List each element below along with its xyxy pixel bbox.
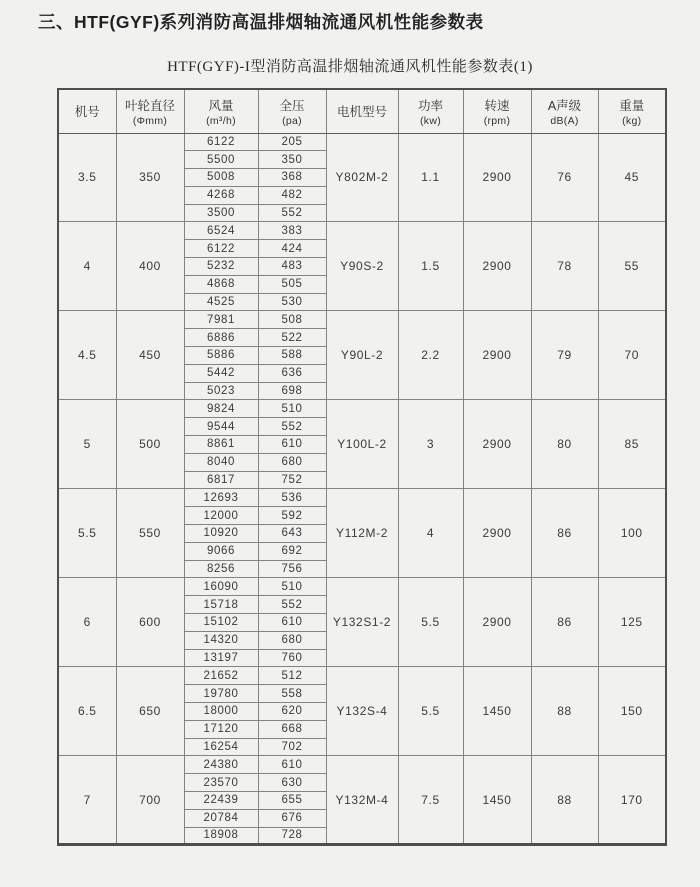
header-weight bbox=[598, 89, 666, 133]
air-volume-cell: 4268 bbox=[184, 186, 258, 204]
total-pressure-cell: 610 bbox=[258, 436, 326, 454]
weight-cell: 45 bbox=[598, 133, 666, 222]
header-label: 电机型号 bbox=[336, 105, 387, 120]
air-volume-cell: 9824 bbox=[184, 400, 258, 418]
header-impeller-diameter bbox=[116, 89, 184, 133]
air-volume-cell: 5008 bbox=[184, 169, 258, 187]
air-volume-cell: 20784 bbox=[184, 809, 258, 827]
speed-cell: 2900 bbox=[463, 222, 531, 311]
total-pressure-cell: 350 bbox=[258, 151, 326, 169]
total-pressure-cell: 510 bbox=[258, 578, 326, 596]
total-pressure-cell: 522 bbox=[258, 329, 326, 347]
weight-cell: 125 bbox=[598, 578, 666, 667]
header-label: A声级 bbox=[547, 98, 582, 113]
power-cell: 5.5 bbox=[398, 578, 463, 667]
air-volume-cell: 8256 bbox=[184, 560, 258, 578]
total-pressure-cell: 592 bbox=[258, 507, 326, 525]
speed-cell: 2900 bbox=[463, 311, 531, 400]
header-label: 风量 bbox=[208, 98, 234, 113]
table-body bbox=[58, 133, 666, 845]
impeller-diameter-cell: 450 bbox=[116, 311, 184, 400]
total-pressure-cell: 383 bbox=[258, 222, 326, 240]
header-label: 功率 bbox=[417, 98, 443, 113]
header-label: 叶轮直径 bbox=[124, 98, 175, 113]
air-volume-cell: 5500 bbox=[184, 151, 258, 169]
total-pressure-cell: 512 bbox=[258, 667, 326, 685]
air-volume-cell: 12693 bbox=[184, 489, 258, 507]
page-title: 三、HTF(GYF)系列消防高温排烟轴流通风机性能参数表 bbox=[38, 12, 484, 32]
table-row bbox=[58, 400, 666, 418]
total-pressure-cell: 692 bbox=[258, 542, 326, 560]
motor-model-cell: Y112M-2 bbox=[326, 489, 398, 578]
header-air-volume bbox=[184, 89, 258, 133]
weight-cell: 150 bbox=[598, 667, 666, 756]
total-pressure-cell: 424 bbox=[258, 240, 326, 258]
table-caption: HTF(GYF)-I型消防高温排烟轴流通风机性能参数表(1) bbox=[167, 59, 533, 75]
air-volume-cell: 3500 bbox=[184, 204, 258, 222]
header-unit: (rpm) bbox=[483, 114, 511, 127]
air-volume-cell: 5442 bbox=[184, 364, 258, 382]
total-pressure-cell: 508 bbox=[258, 311, 326, 329]
total-pressure-cell: 676 bbox=[258, 809, 326, 827]
air-volume-cell: 17120 bbox=[184, 720, 258, 738]
noise-level-cell: 80 bbox=[531, 400, 598, 489]
total-pressure-cell: 760 bbox=[258, 649, 326, 667]
speed-cell: 2900 bbox=[463, 400, 531, 489]
air-volume-cell: 21652 bbox=[184, 667, 258, 685]
table-row bbox=[58, 311, 666, 329]
header-unit: (m³/h) bbox=[206, 114, 236, 127]
total-pressure-cell: 552 bbox=[258, 418, 326, 436]
total-pressure-cell: 510 bbox=[258, 400, 326, 418]
total-pressure-cell: 680 bbox=[258, 453, 326, 471]
impeller-diameter-cell: 550 bbox=[116, 489, 184, 578]
total-pressure-cell: 702 bbox=[258, 738, 326, 756]
weight-cell: 55 bbox=[598, 222, 666, 311]
air-volume-cell: 6886 bbox=[184, 329, 258, 347]
power-cell: 5.5 bbox=[398, 667, 463, 756]
total-pressure-cell: 558 bbox=[258, 685, 326, 703]
total-pressure-cell: 588 bbox=[258, 347, 326, 365]
total-pressure-cell: 552 bbox=[258, 596, 326, 614]
fan-no-cell: 7 bbox=[58, 756, 116, 845]
noise-level-cell: 79 bbox=[531, 311, 598, 400]
header-label: 转速 bbox=[484, 98, 510, 113]
total-pressure-cell: 610 bbox=[258, 756, 326, 774]
table-row bbox=[58, 578, 666, 596]
header-total-pressure bbox=[258, 89, 326, 133]
air-volume-cell: 24380 bbox=[184, 756, 258, 774]
air-volume-cell: 9544 bbox=[184, 418, 258, 436]
air-volume-cell: 5023 bbox=[184, 382, 258, 400]
table-row bbox=[58, 756, 666, 774]
air-volume-cell: 14320 bbox=[184, 631, 258, 649]
air-volume-cell: 7981 bbox=[184, 311, 258, 329]
header-speed bbox=[463, 89, 531, 133]
total-pressure-cell: 610 bbox=[258, 614, 326, 632]
total-pressure-cell: 636 bbox=[258, 364, 326, 382]
power-cell: 1.5 bbox=[398, 222, 463, 311]
noise-level-cell: 78 bbox=[531, 222, 598, 311]
total-pressure-cell: 680 bbox=[258, 631, 326, 649]
air-volume-cell: 22439 bbox=[184, 791, 258, 809]
table-header bbox=[58, 89, 666, 133]
table-row bbox=[58, 489, 666, 507]
motor-model-cell: Y802M-2 bbox=[326, 133, 398, 222]
total-pressure-cell: 668 bbox=[258, 720, 326, 738]
total-pressure-cell: 505 bbox=[258, 275, 326, 293]
air-volume-cell: 5886 bbox=[184, 347, 258, 365]
air-volume-cell: 8861 bbox=[184, 436, 258, 454]
air-volume-cell: 10920 bbox=[184, 525, 258, 543]
total-pressure-cell: 728 bbox=[258, 827, 326, 845]
impeller-diameter-cell: 700 bbox=[116, 756, 184, 845]
header-noise-level bbox=[531, 89, 598, 133]
motor-model-cell: Y132S1-2 bbox=[326, 578, 398, 667]
fan-no-cell: 4 bbox=[58, 222, 116, 311]
air-volume-cell: 6817 bbox=[184, 471, 258, 489]
total-pressure-cell: 368 bbox=[258, 169, 326, 187]
total-pressure-cell: 643 bbox=[258, 525, 326, 543]
air-volume-cell: 13197 bbox=[184, 649, 258, 667]
total-pressure-cell: 698 bbox=[258, 382, 326, 400]
speed-cell: 2900 bbox=[463, 133, 531, 222]
weight-cell: 170 bbox=[598, 756, 666, 845]
speed-cell: 2900 bbox=[463, 489, 531, 578]
header-motor-model bbox=[326, 89, 398, 133]
fan-no-cell: 6 bbox=[58, 578, 116, 667]
total-pressure-cell: 752 bbox=[258, 471, 326, 489]
air-volume-cell: 15102 bbox=[184, 614, 258, 632]
fan-no-cell: 3.5 bbox=[58, 133, 116, 222]
fan-no-cell: 6.5 bbox=[58, 667, 116, 756]
header-unit: (Φmm) bbox=[132, 114, 168, 127]
air-volume-cell: 6122 bbox=[184, 133, 258, 151]
total-pressure-cell: 530 bbox=[258, 293, 326, 311]
noise-level-cell: 86 bbox=[531, 489, 598, 578]
power-cell: 7.5 bbox=[398, 756, 463, 845]
total-pressure-cell: 482 bbox=[258, 186, 326, 204]
air-volume-cell: 4868 bbox=[184, 275, 258, 293]
total-pressure-cell: 655 bbox=[258, 791, 326, 809]
header-unit: (kg) bbox=[622, 114, 642, 127]
speed-cell: 1450 bbox=[463, 756, 531, 845]
air-volume-cell: 12000 bbox=[184, 507, 258, 525]
air-volume-cell: 6122 bbox=[184, 240, 258, 258]
power-cell: 1.1 bbox=[398, 133, 463, 222]
speed-cell: 2900 bbox=[463, 578, 531, 667]
air-volume-cell: 15718 bbox=[184, 596, 258, 614]
table-row bbox=[58, 222, 666, 240]
air-volume-cell: 18908 bbox=[184, 827, 258, 845]
noise-level-cell: 86 bbox=[531, 578, 598, 667]
air-volume-cell: 4525 bbox=[184, 293, 258, 311]
air-volume-cell: 9066 bbox=[184, 542, 258, 560]
total-pressure-cell: 756 bbox=[258, 560, 326, 578]
power-cell: 2.2 bbox=[398, 311, 463, 400]
motor-model-cell: Y90L-2 bbox=[326, 311, 398, 400]
total-pressure-cell: 536 bbox=[258, 489, 326, 507]
header-power bbox=[398, 89, 463, 133]
header-unit: (pa) bbox=[282, 114, 302, 127]
motor-model-cell: Y132M-4 bbox=[326, 756, 398, 845]
total-pressure-cell: 483 bbox=[258, 258, 326, 276]
header-fan-no bbox=[58, 89, 116, 133]
noise-level-cell: 76 bbox=[531, 133, 598, 222]
table-row bbox=[58, 133, 666, 151]
motor-model-cell: Y132S-4 bbox=[326, 667, 398, 756]
air-volume-cell: 5232 bbox=[184, 258, 258, 276]
speed-cell: 1450 bbox=[463, 667, 531, 756]
power-cell: 4 bbox=[398, 489, 463, 578]
noise-level-cell: 88 bbox=[531, 667, 598, 756]
air-volume-cell: 19780 bbox=[184, 685, 258, 703]
impeller-diameter-cell: 350 bbox=[116, 133, 184, 222]
total-pressure-cell: 205 bbox=[258, 133, 326, 151]
motor-model-cell: Y100L-2 bbox=[326, 400, 398, 489]
fan-no-cell: 5 bbox=[58, 400, 116, 489]
total-pressure-cell: 630 bbox=[258, 774, 326, 792]
header-unit: dB(A) bbox=[550, 114, 579, 127]
air-volume-cell: 8040 bbox=[184, 453, 258, 471]
weight-cell: 85 bbox=[598, 400, 666, 489]
header-unit: (kw) bbox=[419, 114, 442, 127]
weight-cell: 100 bbox=[598, 489, 666, 578]
air-volume-cell: 23570 bbox=[184, 774, 258, 792]
fan-performance-table bbox=[57, 88, 667, 846]
fan-no-cell: 4.5 bbox=[58, 311, 116, 400]
table-row bbox=[58, 667, 666, 685]
air-volume-cell: 16254 bbox=[184, 738, 258, 756]
air-volume-cell: 16090 bbox=[184, 578, 258, 596]
fan-no-cell: 5.5 bbox=[58, 489, 116, 578]
impeller-diameter-cell: 400 bbox=[116, 222, 184, 311]
air-volume-cell: 6524 bbox=[184, 222, 258, 240]
header-row bbox=[58, 89, 666, 133]
header-label: 重量 bbox=[619, 98, 645, 113]
noise-level-cell: 88 bbox=[531, 756, 598, 845]
power-cell: 3 bbox=[398, 400, 463, 489]
header-label: 机号 bbox=[74, 105, 100, 120]
total-pressure-cell: 552 bbox=[258, 204, 326, 222]
weight-cell: 70 bbox=[598, 311, 666, 400]
total-pressure-cell: 620 bbox=[258, 703, 326, 721]
motor-model-cell: Y90S-2 bbox=[326, 222, 398, 311]
air-volume-cell: 18000 bbox=[184, 703, 258, 721]
header-label: 全压 bbox=[279, 98, 305, 113]
impeller-diameter-cell: 600 bbox=[116, 578, 184, 667]
impeller-diameter-cell: 500 bbox=[116, 400, 184, 489]
impeller-diameter-cell: 650 bbox=[116, 667, 184, 756]
